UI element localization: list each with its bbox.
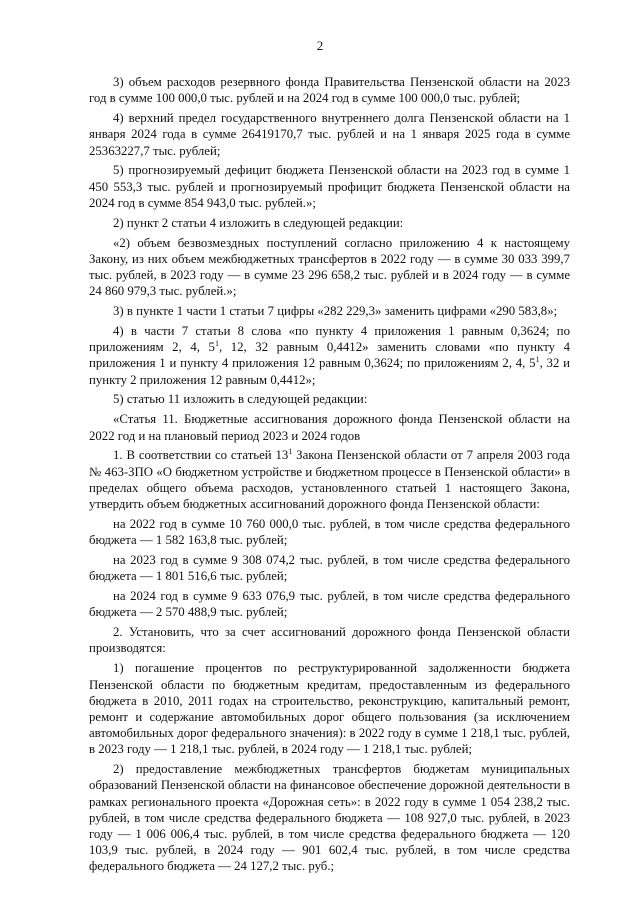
item-4-sup-b: 1 [535,355,540,365]
page-number: 2 [316,38,324,53]
document-body [89,74,570,878]
item-4-text-a: 4) в части 7 статьи 8 слова «по пункту 4 приложения 1 равным 0,3624; по приложениям 2, 4, 5 [89,323,570,355]
article-11-part-1 [89,447,570,512]
article-11-part-2: 2. Установить, что за счет ассигнований дорожного фонда Пензенской области производятся: [89,625,570,656]
paragraph-item-5: 5) статью 11 изложить в следующей редакции: [113,392,368,407]
item-4-text-b: , 12, 32 равным 0,4412» заменить словами «по пункту 4 приложения 1 и пункту 4 приложения 12 равным 0,3624; по приложениям 2, 4, 5 [89,340,570,371]
paragraph-grants: «2) объем безвозмездных поступлений согласно приложению 4 к настоящему Закону, из них объем межбюджетных трансфертов в 2022 году — в сумме 30 033 399,7 тыс. рублей, в 2023 году — в сумме 23 296 658,2 тыс. рублей и в 2024 году — в сумме 24 860 979,3 тыс. рублей.»; [89,235,570,299]
item-4-sup-a: 1 [214,339,219,349]
part-1-text-b: Закона Пензенской области от 7 апреля 2003 года № 463-ЗПО «О бюджетном устройстве и бюджетном процессе в Пензенской области» в пределах общего объема расходов, установленного статьей 1 настоящего Закона, утвердить объем бюджетных ассигнований дорожного фонда Пензенской области: [89,448,571,512]
fund-2024: на 2024 год в сумме 9 633 076,9 тыс. рублей, в том числе средства федерального бюджета — 2 570 488,9 тыс. рублей; [89,589,570,620]
paragraph-item-3: 3) в пункте 1 части 1 статьи 7 цифры «282 229,3» заменить цифрами «290 583,8»; [113,304,558,319]
paragraph-debt-limit: 4) верхний предел государственного внутреннего долга Пензенской области на 1 января 2024 года в сумме 26419170,7 тыс. рублей и на 1 января 2025 года в сумме 25363227,7 тыс. рублей; [89,111,570,158]
part-2-item-2: 2) предоставление межбюджетных трансфертов бюджетам муниципальных образований Пензенской области на финансовое обеспечение дорожной деятельности в рамках регионального проекта «Дорожная сеть»: в 2022 году в сумме 1 054 238,2 тыс. рублей, в том числе средства федерального бюджета — 108 927,0 тыс. рублей, в 2023 году — 1 006 006,4 тыс. рублей, в том числе средства федерального бюджета — 120 103,9 тыс. рублей, в 2024 году — 901 602,4 тыс. рублей, в том числе средства федерального бюджета — 24 127,2 тыс. руб.; [89,762,570,874]
part-1-text-a: 1. В соответствии со статьей 13 [113,448,289,463]
paragraph-reserve-fund: 3) объем расходов резервного фонда Правительства Пензенской области на 2023 год в сумме 100 000,0 тыс. рублей и на 2024 год в сумме 100 000,0 тыс. рублей; [89,75,570,106]
part-2-item-1: 1) погашение процентов по реструктурированной задолженности бюджета Пензенской области по бюджетным кредитам, предоставленным из федерального бюджета в 2010, 2011 годах на строительство, реконструкцию, капитальный ремонт, ремонт и содержание автомобильных дорог общего пользования (за исключением автомобильных дорог федерального значения): в 2022 году в сумме 1 218,1 тыс. рублей, в 2023 году — 1 218,1 тыс. рублей, в 2024 году — 1 218,1 тыс. рублей; [89,661,570,757]
paragraph-item-2: 2) пункт 2 статьи 4 изложить в следующей редакции: [113,215,404,230]
paragraph-item-4 [89,323,570,388]
fund-2022: на 2022 год в сумме 10 760 000,0 тыс. рублей, в том числе средства федерального бюджета — 1 582 163,8 тыс. рублей; [89,516,570,548]
item-4-text-c: , 32 и пункту 2 приложения 12 равным 0,4412»; [89,356,570,387]
paragraph-deficit: 5) прогнозируемый дефицит бюджета Пензенской области на 2023 год в сумме 1 450 553,3 тыс. рублей и прогнозируемый профицит бюджета Пензенской области на 2024 год в сумме 854 943,0 тыс. рублей.»; [89,163,570,210]
part-1-sup: 1 [288,447,293,457]
article-11-heading: «Статья 11. Бюджетные ассигнования дорожного фонда Пензенской области на 2022 год и на плановый период 2023 и 2024 годов [89,412,570,443]
fund-2023: на 2023 год в сумме 9 308 074,2 тыс. рублей, в том числе средства федерального бюджета — 1 801 516,6 тыс. рублей; [89,553,570,584]
